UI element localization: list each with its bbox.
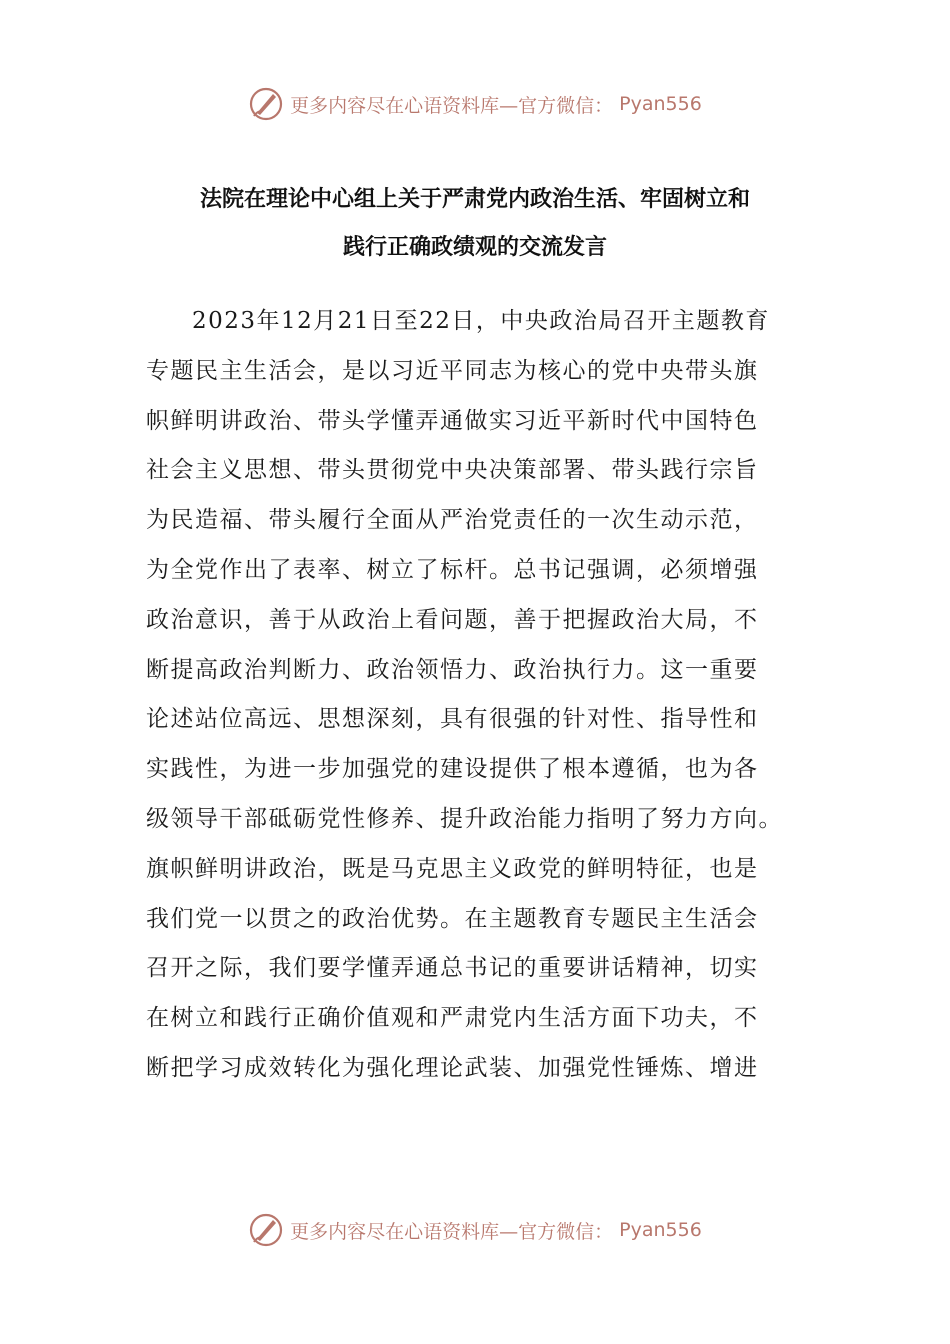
body-paragraph	[146, 297, 806, 1094]
body-line: 实践性，为进一步加强党的建设提供了根本遵循，也为各	[146, 756, 759, 783]
body-line: 断提高政治判断力、政治领悟力、政治执行力。这一重要	[146, 656, 759, 683]
watermark-text: 更多内容尽在心语资料库—官方微信：	[290, 94, 614, 117]
body-line: 旗帜鲜明讲政治，既是马克思主义政党的鲜明特征，也是	[146, 855, 759, 882]
quill-logo-icon	[248, 1212, 284, 1248]
body-line: 专题民主生活会，是以习近平同志为核心的党中央带头旗	[146, 357, 759, 384]
body-line: 为民造福、带头履行全面从严治党责任的一次生动示范，	[146, 507, 759, 534]
body-line: 断把学习成效转化为强化理论武装、加强党性锤炼、增进	[146, 1054, 759, 1081]
watermark-wechat-id: Pyan556	[619, 93, 702, 115]
body-line: 政治意识，善于从政治上看问题，善于把握政治大局，不	[146, 606, 759, 633]
body-line: 在树立和践行正确价值观和严肃党内生活方面下功夫，不	[146, 1005, 759, 1032]
body-line: 为全党作出了表率、树立了标杆。总书记强调，必须增强	[146, 556, 759, 583]
title-line: 践行正确政绩观的交流发言	[342, 235, 607, 260]
watermark-text: 更多内容尽在心语资料库—官方微信：	[290, 1220, 614, 1243]
body-line: 召开之际，我们要学懂弄通总书记的重要讲话精神，切实	[146, 955, 759, 982]
body-line: 社会主义思想、带头贯彻党中央决策部署、带头践行宗旨	[146, 457, 759, 484]
body-line: 级领导干部砥砺党性修养、提升政治能力指明了努力方向。	[146, 805, 783, 832]
body-line: 帜鲜明讲政治、带头学懂弄通做实习近平新时代中国特色	[146, 407, 759, 434]
body-line: 论述站位高远、思想深刻，具有很强的针对性、指导性和	[146, 706, 759, 733]
title-line: 法院在理论中心组上关于严肃党内政治生活、牢固树立和	[199, 187, 750, 212]
body-line: 我们党一以贯之的政治优势。在主题教育专题民主生活会	[146, 905, 759, 932]
watermark-wechat-id: Pyan556	[619, 1219, 702, 1241]
body-line: 2023年12月21日至22日，中央政治局召开主题教育	[192, 308, 770, 334]
footer-watermark	[0, 1212, 950, 1248]
document-title	[150, 176, 800, 272]
header-watermark	[0, 86, 950, 122]
quill-logo-icon	[248, 86, 284, 122]
